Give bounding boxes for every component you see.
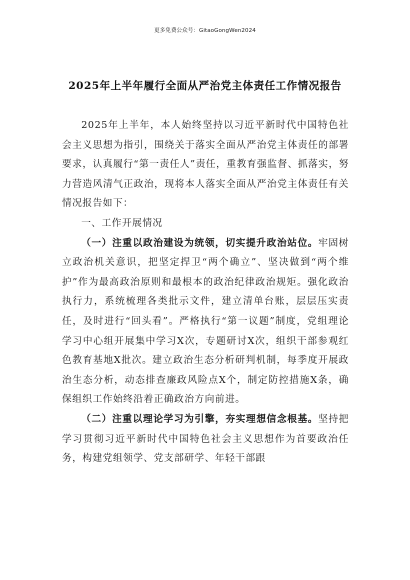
item-1-lead: （一）注重以政治建设为统领，切实提升政治站位。 bbox=[81, 237, 319, 249]
intro-paragraph: 2025年上半年，本人始终坚持以习近平新时代中国特色社会主义思想为指引，围绕关于落实全面从严治党主体责任的部署要求，认真履行“第一责任人”责任，重教育强监督、抓落实，努力营造风清气正政治，现将本人落实全面从严治党主体责任有关情况报告如下： bbox=[62, 120, 349, 210]
document-title: 2025年上半年履行全面从严治党主体责任工作情况报告 bbox=[68, 80, 342, 92]
document-body bbox=[62, 116, 349, 469]
section-heading: 一、工作开展情况 bbox=[81, 217, 163, 229]
item-1-paragraph bbox=[62, 234, 349, 410]
item-2-lead: （二）注重以理论学习为引擎，夯实理想信念根基。 bbox=[81, 413, 319, 425]
item-2-text: 坚持把学习贯彻习近平新时代中国特色社会主义思想作为首要政治任务，构建党组领学、党支部研学、年轻干部跟 bbox=[62, 413, 349, 465]
header-note: 更多免费公众号：GitaoGongWen2024 bbox=[154, 28, 256, 34]
item-2-paragraph bbox=[62, 410, 349, 469]
item-1-text: 牢固树立政治机关意识，把坚定捍卫“两个确立”、坚决做到“两个维护”作为最高政治原则和最根本的政治纪律政治规矩。强化政治执行力，系统梳理各类批示文件，建立清单台账，层层压实责任，及时进行“回头看”。严格执行“第一议题”制度，党组理论学习中心组开展集中学习X次，专题研讨X次，组织干部参观红色教育基地X批次。建立政治生态分析研判机制，每季度开展政治生态分析，动态排查廉政风险点X个，制定防控措施X条，确保组织工作始终沿着正确政治方向前进。 bbox=[62, 237, 349, 406]
